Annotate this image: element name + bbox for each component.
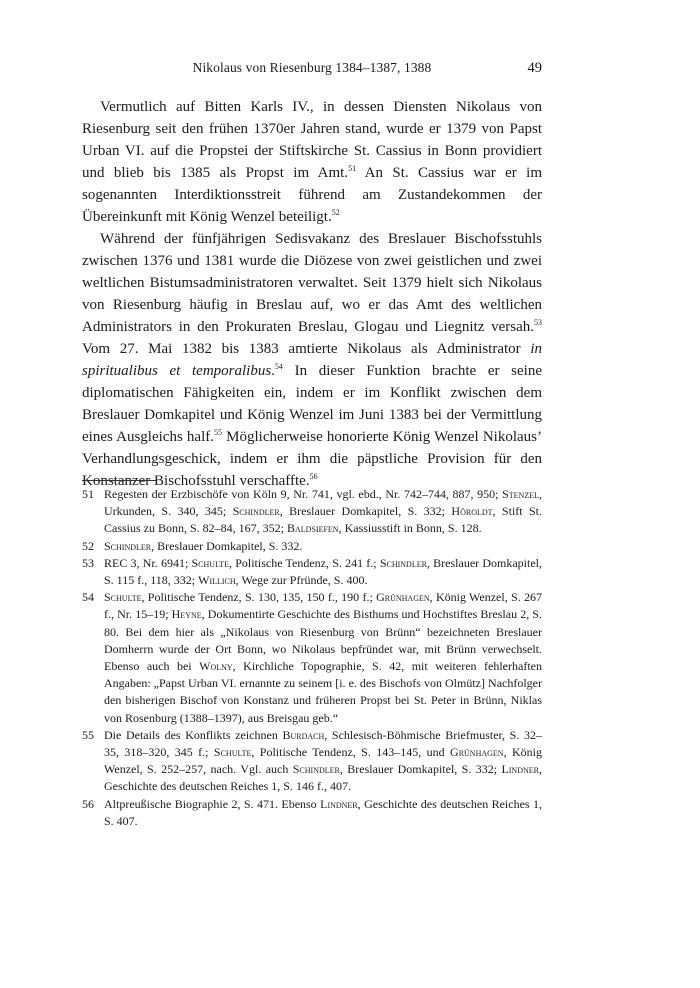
page-number: 49 [527, 60, 542, 76]
footnote [82, 589, 542, 727]
author-name: Lindner [501, 762, 539, 777]
text-run: , Breslauer Domkapitel, S. 115 f., 118, 332; [104, 555, 542, 588]
text-run: REC 3, Nr. 6941; [104, 555, 192, 570]
footnote [82, 796, 542, 830]
author-name: Willich [198, 573, 236, 588]
paragraph [82, 228, 542, 492]
author-name: Schindler [379, 555, 427, 570]
footnote [82, 727, 542, 796]
footnote-ref: 54 [274, 362, 283, 371]
footnote-ref: 56 [309, 472, 318, 481]
footnote-ref: 55 [214, 428, 223, 437]
author-name: Baldsiefen [287, 521, 339, 536]
text-run: Vom 27. Mai 1382 bis 1383 amtierte Nikolaus als Administrator [82, 341, 531, 357]
text-run: , Politische Tendenz, S. 241 f.; [229, 555, 380, 570]
footnote-ref: 51 [348, 164, 357, 173]
author-name: Grünhagen [450, 745, 504, 760]
text-run: , Kassiusstift in Bonn, S. 128. [338, 521, 482, 536]
author-name: Schulte [104, 590, 142, 605]
page-header [82, 60, 542, 78]
text-run: , Breslauer Domkapitel, S. 332; [279, 504, 452, 519]
text-run: Altpreußische Biographie 2, S. 471. Ebenso [104, 796, 321, 811]
text-run: Möglicherweise honorierte König Wenzel Nikolaus’ Verhandlungsgeschick, indem er ihm die päpstliche Provision für den Konstanzer Bischofsstuhl verschaffte. [82, 429, 542, 489]
author-name: Burdach [282, 727, 325, 742]
author-name: Schindler [292, 762, 340, 777]
text-run: , Wege zur Pfründe, S. 400. [235, 573, 368, 588]
main-text [82, 96, 542, 492]
footnote [82, 486, 542, 538]
text-run: , Geschichte des deutschen Reiches 1, S. 407. [104, 796, 542, 828]
text-run: Regesten der Erzbischöfe von Köln 9, Nr. 741, vgl. ebd., Nr. 742–744, 887, 950; [104, 487, 503, 501]
text-run: Vermutlich auf Bitten Karls IV., in dessen Diensten Nikolaus von Riesenburg seit den frühen 1370er Jahren stand, wurde er 1379 von Papst Urban VI. auf die Propstei der Stiftskirche St. Cassius in Bonn providiert und blieb bis 1385 als Propst im Amt. [82, 99, 542, 181]
footnote-number: 52 [82, 538, 94, 553]
text-run: , König Wenzel, S. 252–257, nach. Vgl. auch [104, 745, 542, 777]
text-run: . [271, 363, 275, 379]
text-run: Die Details des Konflikts zeichnen [104, 727, 283, 742]
text-run: Während der fünfjährigen Sedisvakanz des Breslauer Bischofsstuhls zwischen 1376 und 1381 wurde die Diözese von zwei geistlichen und zwei weltlichen Bistumsadministratoren verwaltet. Seit 1379 hielt sich Nikolaus von Riesenburg häufig in Breslau auf, wo er das Amt des weltlichen Administrators in den Prokuraten Breslau, Glogau und Liegnitz versah. [82, 231, 542, 335]
author-name: Heyne [171, 607, 202, 622]
footnote-number: 53 [82, 555, 94, 570]
footnote-number: 55 [82, 727, 94, 742]
footnotes [82, 486, 542, 830]
text-run: , Politische Tendenz, S. 143–145, und [251, 745, 451, 760]
running-title: Nikolaus von Riesenburg 1384–1387, 1388 [192, 60, 432, 75]
author-name: Schulte [191, 555, 229, 570]
text-run: In dieser Funktion brachte er seine diplomatischen Fähigkeiten ein, indem er im Konflikt zwischen dem Breslauer Domkapitel und König Wenzel im Juni 1383 bei der Vermittlung eines Ausgleichs half. [82, 363, 542, 445]
text-run: , Stift St. Cassius zu Bonn, S. 82–84, 167, 352; [104, 504, 543, 536]
footnote-number: 56 [82, 796, 94, 811]
footnote-number: 54 [82, 590, 94, 605]
text-run: , König Wenzel, S. 267 f., Nr. 15–19; [104, 590, 542, 622]
paragraph [82, 96, 542, 228]
author-name: Lindner [320, 796, 358, 811]
footnote-ref: 52 [331, 208, 340, 217]
italic-phrase: in spiritualibus et temporalibus [82, 341, 542, 379]
text-run: , Dokumentirte Geschichte des Bisthums und Hochstiftes Breslau 2, S. 80. Bei dem hier als „Nikolaus von Riesenburg von Brünn“ bezeichneten Breslauer Domherrn wurde der Ort Bonn, wo Nikolaus bepfründet war, mit Brünn verwechselt. Ebenso auch bei [104, 607, 542, 674]
footnote-number: 51 [82, 487, 94, 501]
author-name: Wolny [199, 659, 233, 674]
text-run: An St. Cassius war er im sogenannten Interdiktionsstreit führend am Zustandekommen der Übereinkunft mit König Wenzel beteiligt. [82, 165, 542, 225]
text-run: , Politische Tendenz, S. 130, 135, 150 f., 190 f.; [141, 590, 377, 605]
author-name: Höroldt [451, 504, 493, 519]
author-name: Schindler [104, 538, 152, 553]
text-run: , Urkunden, S. 340, 345; [104, 487, 542, 519]
footnote [82, 538, 542, 555]
text-run: , Breslauer Domkapitel, S. 332. [151, 538, 303, 553]
footnote [82, 555, 542, 589]
author-name: Stenzel [502, 487, 539, 501]
text-run: , Kirchliche Topographie, S. 42, mit weiteren fehlerhaften Angaben: „Papst Urban VI. ernannte zu seinem [i. e. des Bischofs von Olmütz] Nachfolger den bisherigen Bischof von Konstanz und früheren Propst bei St. Peter in Brünn, Niklas von Rosenburg (1388–1397), aus Breisgau geb.“ [104, 659, 542, 725]
text-run: , Breslauer Domkapitel, S. 332; [339, 762, 502, 777]
text-run: , Schlesisch-Böhmische Briefmuster, S. 32–35, 318–320, 345 f.; [104, 727, 542, 760]
author-name: Schulte [213, 745, 252, 760]
author-name: Grünhagen [376, 590, 430, 605]
author-name: Schindler [232, 504, 280, 519]
text-run: , Geschichte des deutschen Reiches 1, S. 146 f., 407. [104, 762, 542, 794]
footnote-divider [82, 480, 156, 481]
footnote-ref: 53 [534, 318, 542, 327]
